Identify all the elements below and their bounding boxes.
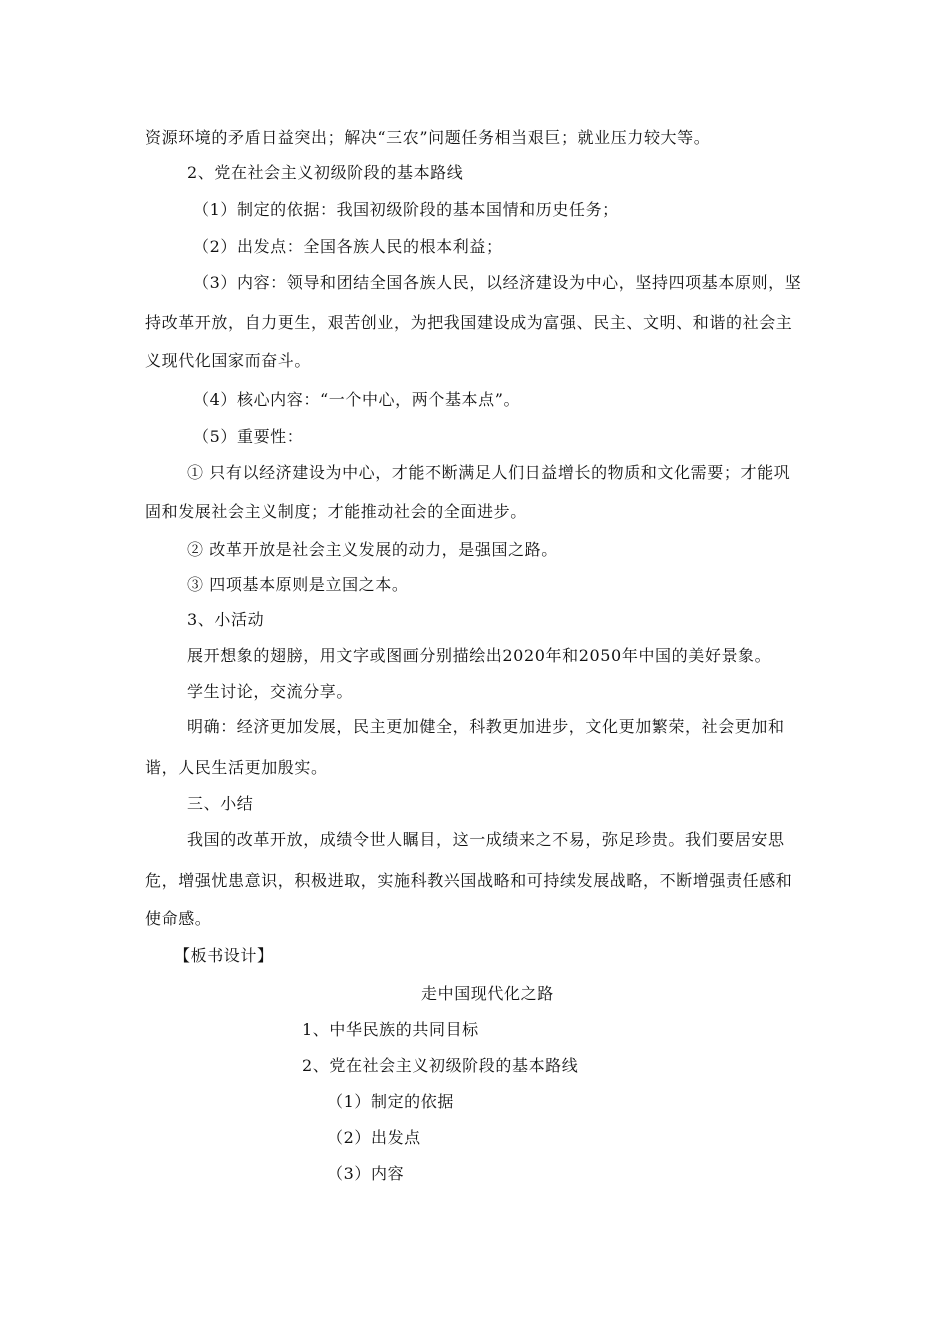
paragraph-line: 危，增强忧患意识，积极进取，实施科教兴国战略和可持续发展战略，不断增强责任感和: [145, 871, 793, 890]
paragraph-line: 资源环境的矛盾日益突出；解决“三农”问题任务相当艰巨；就业压力较大等。: [145, 128, 711, 147]
section-heading: 三、小结: [187, 794, 254, 813]
paragraph-line: （1）制定的依据：我国初级阶段的基本国情和历史任务；: [193, 200, 619, 219]
section-heading: 【板书设计】: [174, 946, 274, 965]
board-item: （1）制定的依据: [327, 1092, 454, 1111]
paragraph-line: 义现代化国家而奋斗。: [145, 351, 312, 370]
paragraph-line: ② 改革开放是社会主义发展的动力，是强国之路。: [187, 540, 558, 559]
paragraph-line: ① 只有以经济建设为中心，才能不断满足人们日益增长的物质和文化需要；才能巩: [187, 463, 791, 482]
paragraph-line: 谐，人民生活更加殷实。: [145, 758, 328, 777]
paragraph-line: 我国的改革开放，成绩令世人瞩目，这一成绩来之不易，弥足珍贵。我们要居安思: [187, 830, 785, 849]
paragraph-line: 明确：经济更加发展，民主更加健全，科教更加进步，文化更加繁荣，社会更加和: [187, 717, 785, 736]
section-heading: 2、党在社会主义初级阶段的基本路线: [187, 163, 464, 182]
section-heading: 3、小活动: [187, 610, 265, 629]
paragraph-line: （5）重要性：: [193, 427, 304, 446]
paragraph-line: 展开想象的翅膀，用文字或图画分别描绘出2020年和2050年中国的美好景象。: [187, 646, 772, 665]
board-item: （3）内容: [327, 1164, 405, 1183]
board-item: （2）出发点: [327, 1128, 421, 1147]
paragraph-line: （2）出发点：全国各族人民的根本利益；: [193, 237, 503, 256]
board-item: 1、中华民族的共同目标: [302, 1020, 479, 1039]
board-item: 2、党在社会主义初级阶段的基本路线: [302, 1056, 579, 1075]
board-title: 走中国现代化之路: [421, 984, 554, 1003]
paragraph-line: ③ 四项基本原则是立国之本。: [187, 575, 409, 594]
paragraph-line: 固和发展社会主义制度；才能推动社会的全面进步。: [145, 502, 527, 521]
paragraph-line: （4）核心内容：“一个中心，两个基本点”。: [193, 390, 521, 409]
paragraph-line: （3）内容：领导和团结全国各族人民，以经济建设为中心，坚持四项基本原则，坚: [193, 273, 802, 292]
paragraph-line: 持改革开放，自力更生，艰苦创业，为把我国建设成为富强、民主、文明、和谐的社会主: [145, 313, 793, 332]
paragraph-line: 学生讨论，交流分享。: [187, 682, 354, 701]
paragraph-line: 使命感。: [145, 909, 212, 928]
